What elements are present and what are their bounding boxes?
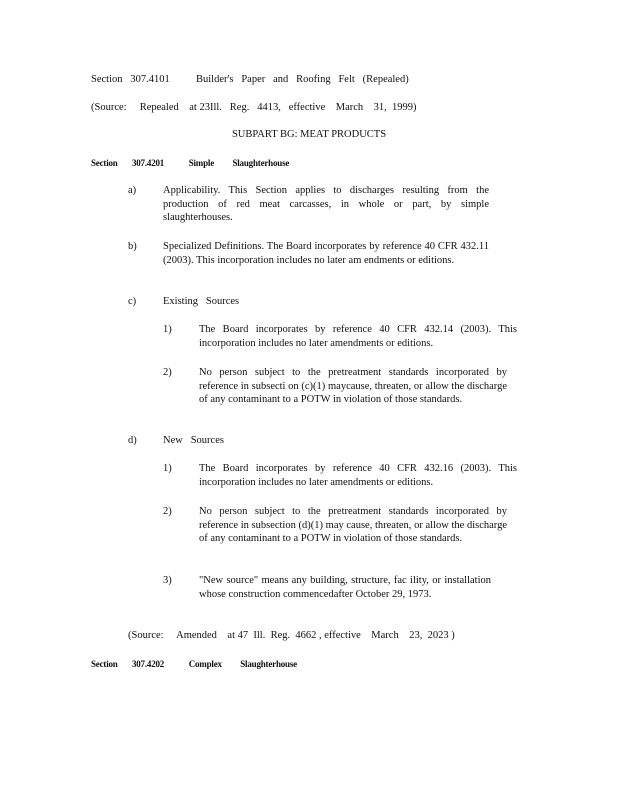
subitem-text-d1: The Board incorporates by reference 40 CFR 432.16 (2003). This incorporation includes no later amendments or editions. [199, 463, 517, 488]
item-label-a: a) [128, 185, 137, 196]
section-4101-heading: Section 307.4101 Builder's Paper and Roofing Felt (Repealed) [91, 74, 409, 85]
subitem-label-d2: 2) [163, 506, 172, 517]
subitem-text-c2: No person subject to the pretreatment standards incorporated by reference in subsecti on (c)(1) maycause, threaten, or allow the discharge of any contaminant to a POTW in violation of those standards. [199, 367, 507, 406]
subitem-label-c1: 1) [163, 324, 172, 335]
item-label-c: c) [128, 296, 137, 307]
subitem-label-d3: 3) [163, 575, 172, 586]
subitem-text-d2: No person subject to the pretreatment standards incorporated by reference in subsection (d)(1) may cause, threaten, or allow the discharge of any contaminant to a POTW in violation of those standards. [199, 506, 507, 545]
section-4201-source-note: (Source: Amended at 47 Ill. Reg. 4662 , effective March 23, 2023 ) [128, 630, 455, 641]
subitem-label-d1: 1) [163, 463, 172, 474]
item-text-c-existing-sources: Existing Sources [163, 296, 240, 307]
item-text-a-applicability: Applicability. This Section applies to discharges resulting from the production of red meat carcasses, in whole or part, by simple slaughterhouses. [163, 185, 489, 224]
item-label-b: b) [128, 241, 137, 252]
section-4202-heading: Section 307.4202 Complex Slaughterhouse [91, 659, 297, 669]
section-4101-source-note: (Source: Repealed at 23Ill. Reg. 4413, effective March 31, 1999) [91, 102, 417, 113]
subitem-label-c2: 2) [163, 367, 172, 378]
section-4201-heading: Section 307.4201 Simple Slaughterhouse [91, 158, 290, 168]
item-text-b-definitions: Specialized Definitions. The Board incorporates by reference 40 CFR 432.11 (2003). This incorporation includes no later am endments or editions. [163, 241, 489, 266]
subpart-title: SUBPART BG: MEAT PRODUCTS [231, 129, 387, 140]
subitem-text-d3-new-source-definition: "New source" means any building, structure, fac ility, or installation whose construction commencedafter October 29, 1973. [199, 575, 491, 600]
item-text-d-new-sources: New Sources [163, 435, 224, 446]
item-label-d: d) [128, 435, 137, 446]
subitem-text-c1: The Board incorporates by reference 40 CFR 432.14 (2003). This incorporation includes no later amendments or editions. [199, 324, 517, 349]
